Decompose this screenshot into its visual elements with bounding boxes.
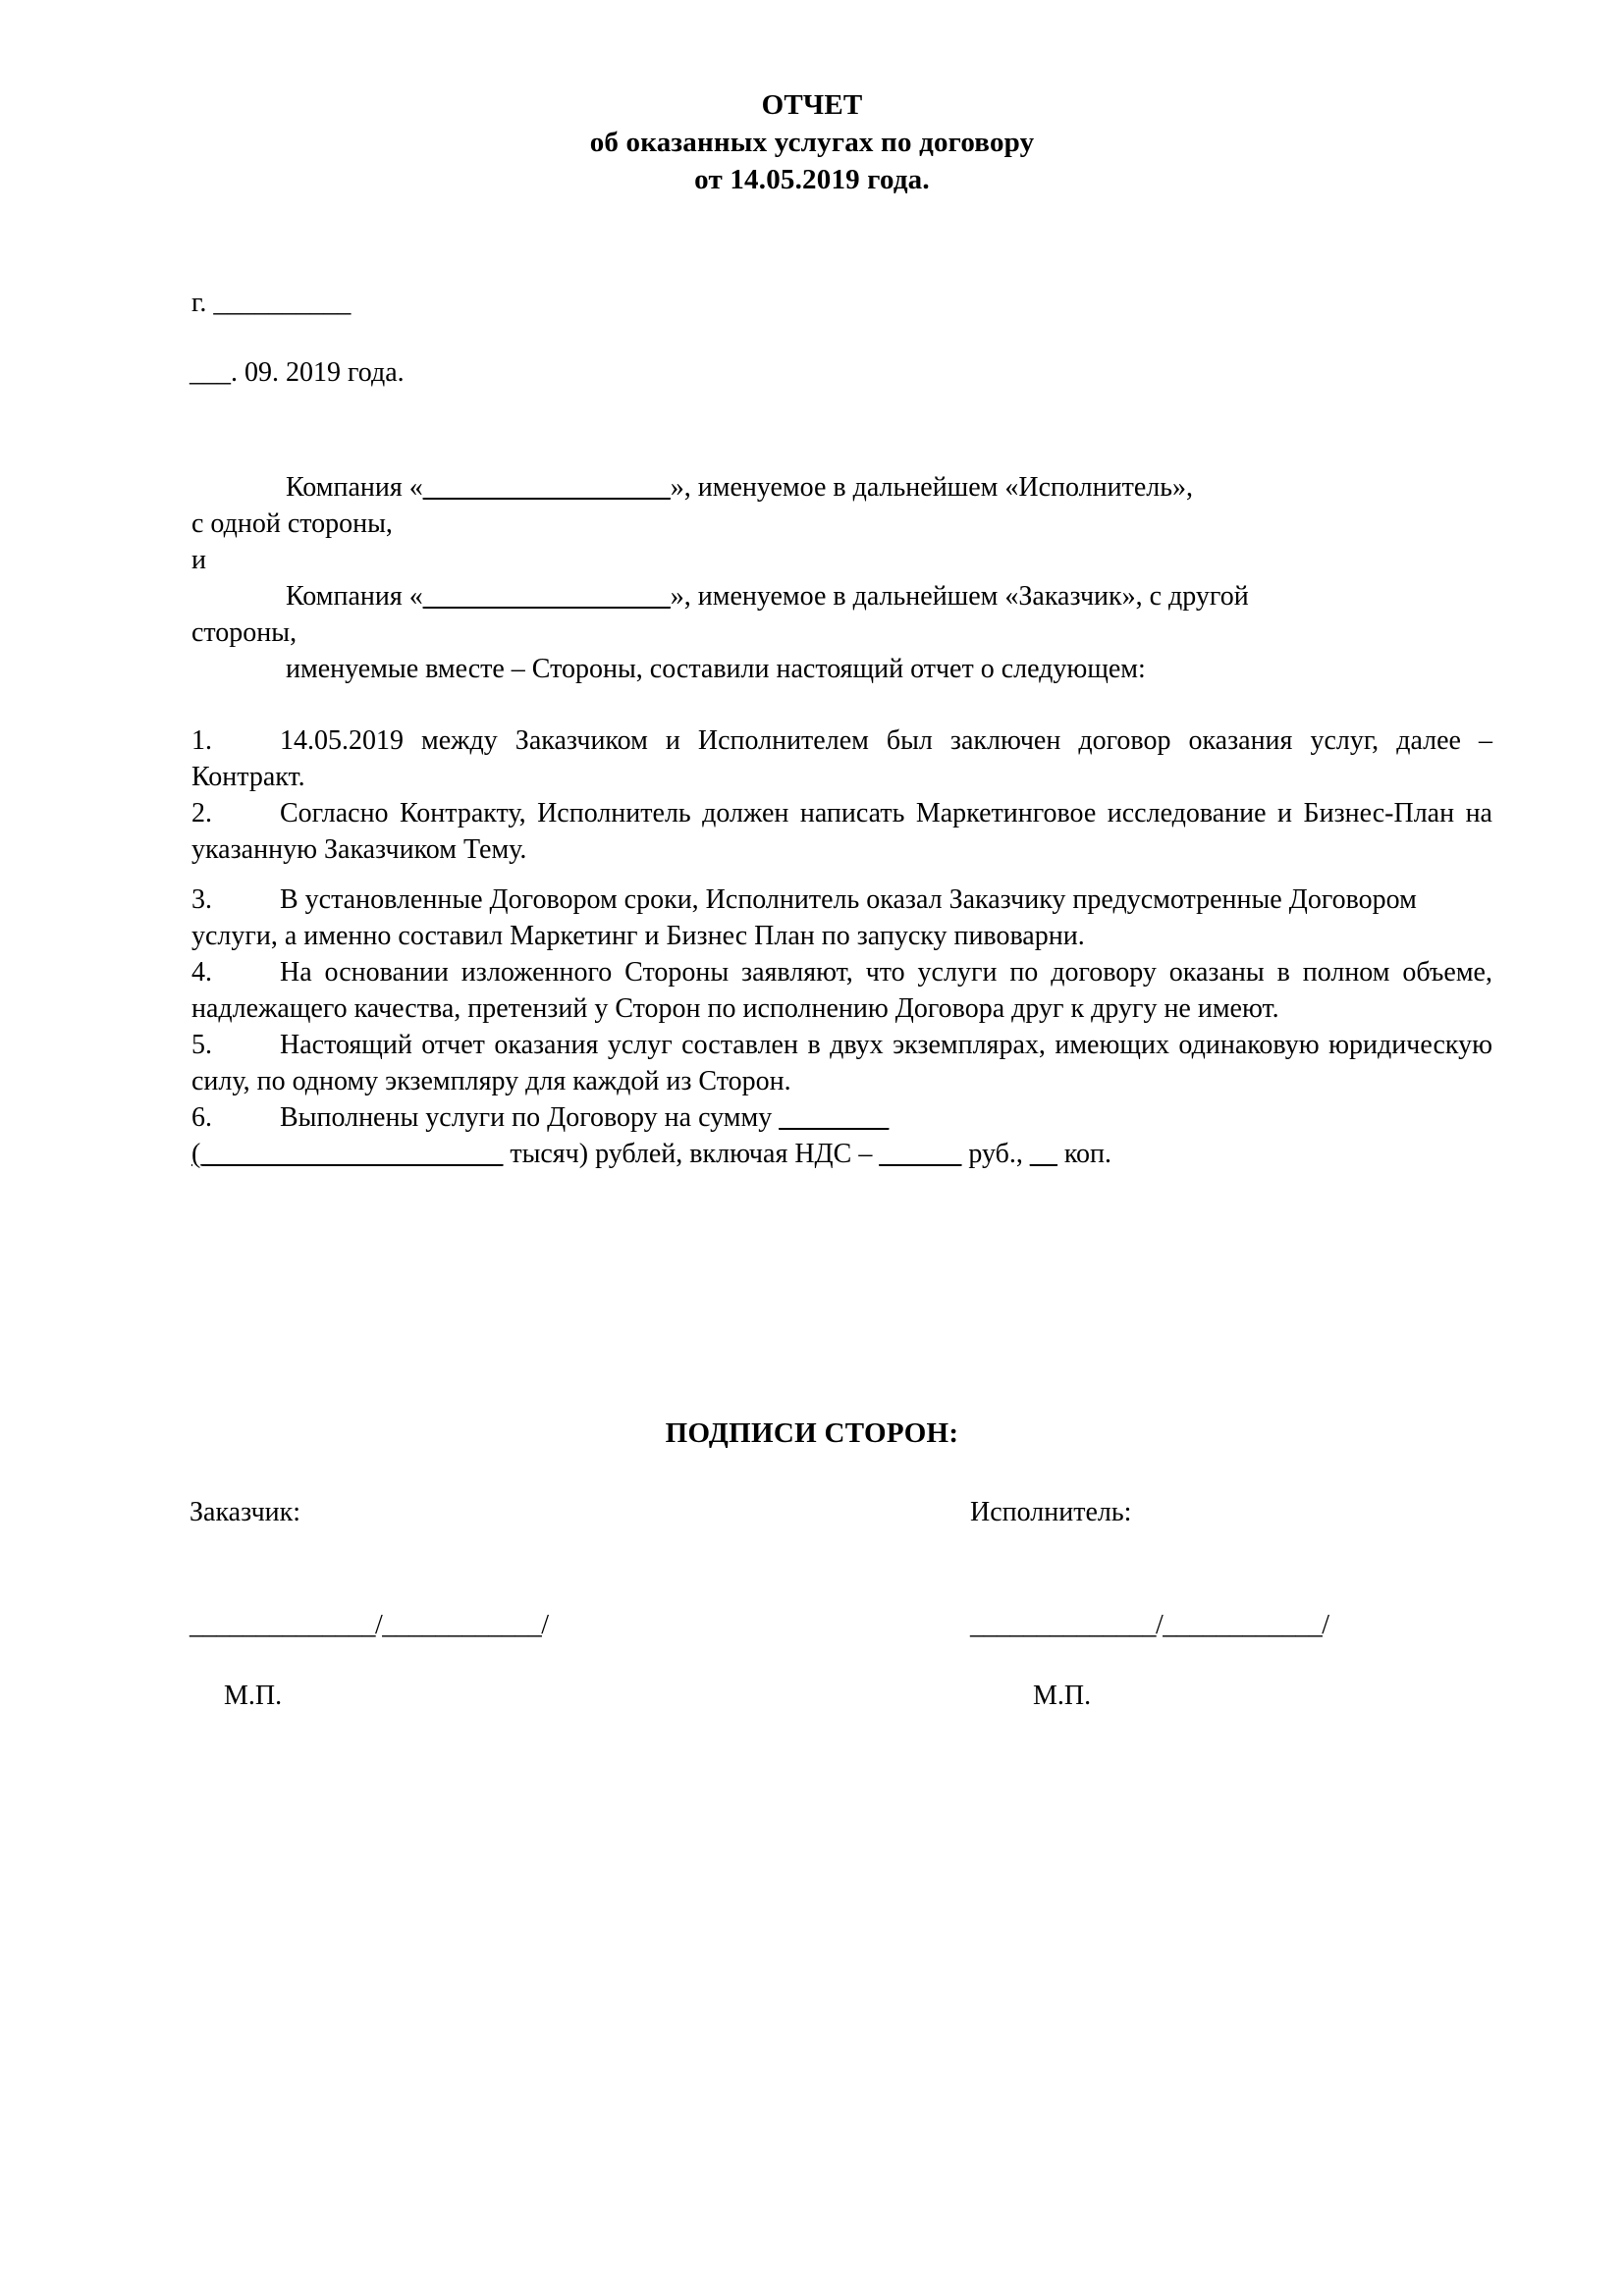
party-customer-suffix: », именуемое в дальнейшем «Заказчик», с другой: [670, 581, 1249, 612]
amount-blank[interactable]: ________: [779, 1102, 890, 1133]
clause-text: Настоящий отчет оказания услуг составлен в двух экземплярах, имеющих одинаковую юридическую силу, по одному экземпляру для каждой из Сторон.: [191, 1030, 1492, 1096]
amount-clause-text-before: Выполнены услуги по Договору на сумму: [280, 1102, 780, 1133]
clause-text: На основании изложенного Стороны заявляют, что услуги по договору оказаны в полном объеме, надлежащего качества, претензий у Сторон по исполнению Договора друг к другу не имеют.: [191, 957, 1492, 1024]
clause-item: [191, 795, 1492, 868]
clause-number: 2.: [191, 798, 212, 828]
body-spacer-1: [191, 687, 1492, 722]
conjunction-line: и: [191, 545, 206, 575]
performer-stamp-label: М.П.: [1033, 1681, 1092, 1711]
amount-clause-text-kop: коп.: [1056, 1139, 1112, 1169]
party-customer-blank[interactable]: __________________: [422, 581, 671, 612]
party-customer-prefix: Компания «: [286, 581, 423, 612]
vat-blank[interactable]: ______: [879, 1139, 962, 1169]
clause-number: 1.: [191, 725, 212, 756]
amount-clause-text-middle: тысяч) рублей, включая НДС –: [503, 1139, 880, 1169]
clause-number: 5.: [191, 1030, 212, 1060]
date-field[interactable]: ___. 09. 2019 года.: [189, 357, 405, 388]
clause-text: В установленные Договором сроки, Исполнитель оказал Заказчику предусмотренные Договором услуги, а именно составил Маркетинг и Бизнес План по запуску пивоварни.: [191, 884, 1417, 951]
title-line-2: об оказанных услугах по договору: [589, 127, 1035, 158]
title-line-1: ОТЧЕТ: [761, 89, 863, 121]
customer-stamp-label: М.П.: [224, 1681, 283, 1711]
party-performer-suffix: », именуемое в дальнейшем «Исполнитель»,: [670, 472, 1193, 503]
customer-signature-line[interactable]: ______________/____________/: [189, 1610, 549, 1640]
clause-item: [191, 881, 1492, 954]
customer-side-line: стороны,: [191, 617, 298, 648]
amount-clause: [191, 1099, 1492, 1172]
amount-clause-text-rub: руб.,: [961, 1139, 1030, 1169]
performer-signature-line[interactable]: ______________/____________/: [970, 1610, 1329, 1640]
party-performer-blank[interactable]: __________________: [422, 472, 671, 503]
clause-item: [191, 1027, 1492, 1099]
performer-side-line: с одной стороны,: [191, 508, 393, 539]
clause-item: [191, 722, 1492, 795]
city-field[interactable]: г. __________: [191, 288, 352, 318]
amount-clause-number: 6.: [191, 1102, 212, 1133]
clause-text: Согласно Контракту, Исполнитель должен написать Маркетинговое исследование и Бизнес-План на указанную Заказчиком Тему.: [191, 798, 1492, 865]
document-title-block: [0, 86, 1624, 198]
document-body: [191, 469, 1492, 1172]
party-performer-paragraph: [191, 469, 1492, 506]
customer-signature-label: Заказчик:: [189, 1497, 301, 1527]
body-spacer-2: [191, 868, 1492, 881]
clause-number: 3.: [191, 884, 212, 915]
clause-item: [191, 954, 1492, 1027]
performer-signature-label: Исполнитель:: [970, 1497, 1132, 1527]
party-performer-prefix: Компания «: [286, 472, 423, 503]
party-customer-paragraph: [191, 578, 1492, 614]
together-line: именуемые вместе – Стороны, составили настоящий отчет о следующем:: [286, 654, 1146, 684]
amount-words-blank[interactable]: (______________________: [191, 1139, 504, 1169]
kopeck-blank[interactable]: __: [1029, 1139, 1057, 1169]
signatures-heading: ПОДПИСИ СТОРОН:: [665, 1417, 959, 1449]
clause-number: 4.: [191, 957, 212, 988]
clause-text: 14.05.2019 между Заказчиком и Исполнителем был заключен договор оказания услуг, далее – Контракт.: [191, 725, 1492, 792]
title-line-3: от 14.05.2019 года.: [694, 164, 930, 195]
